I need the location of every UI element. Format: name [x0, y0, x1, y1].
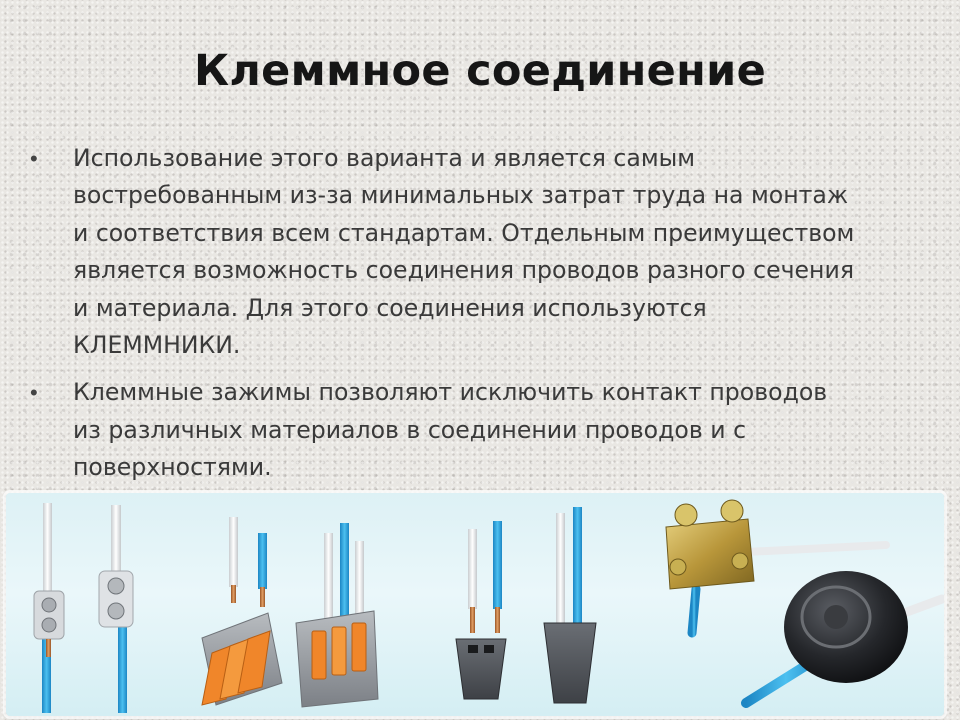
text-line: поверхностями. [73, 453, 272, 482]
text-line: Клеммные зажимы позволяют исключить контакт проводов [73, 378, 828, 407]
text-line: является возможность соединения проводов разного сечения [73, 256, 855, 285]
text-line: КЛЕММНИКИ. [73, 331, 241, 360]
text-line: востребованным из-за минимальных затрат труда на монтаж [73, 181, 849, 210]
text-line: из различных материалов в соединении проводов и с [73, 415, 747, 444]
text-line: Использование этого варианта и является самым [73, 144, 696, 172]
bullet-item [30, 140, 940, 364]
bullet-dot-icon: • [30, 146, 38, 171]
bullet-text [73, 140, 940, 364]
bullet-dot-icon: • [30, 380, 38, 406]
slide-title: Клеммное соединение [193, 46, 767, 96]
bullet-list [30, 140, 940, 497]
puncture-clamp-icon [746, 571, 942, 703]
bullet-item [30, 374, 940, 486]
text-line: и соответствия всем стандартам. Отдельным преимуществом [73, 218, 855, 247]
screw-terminal-icon [34, 503, 133, 713]
bullet-text [73, 374, 940, 486]
connectors-photo [6, 493, 944, 716]
lever-connector-icon [202, 517, 378, 707]
push-in-connector-icon [456, 507, 596, 703]
text-line: и материала. Для этого соединения используются [73, 293, 707, 322]
